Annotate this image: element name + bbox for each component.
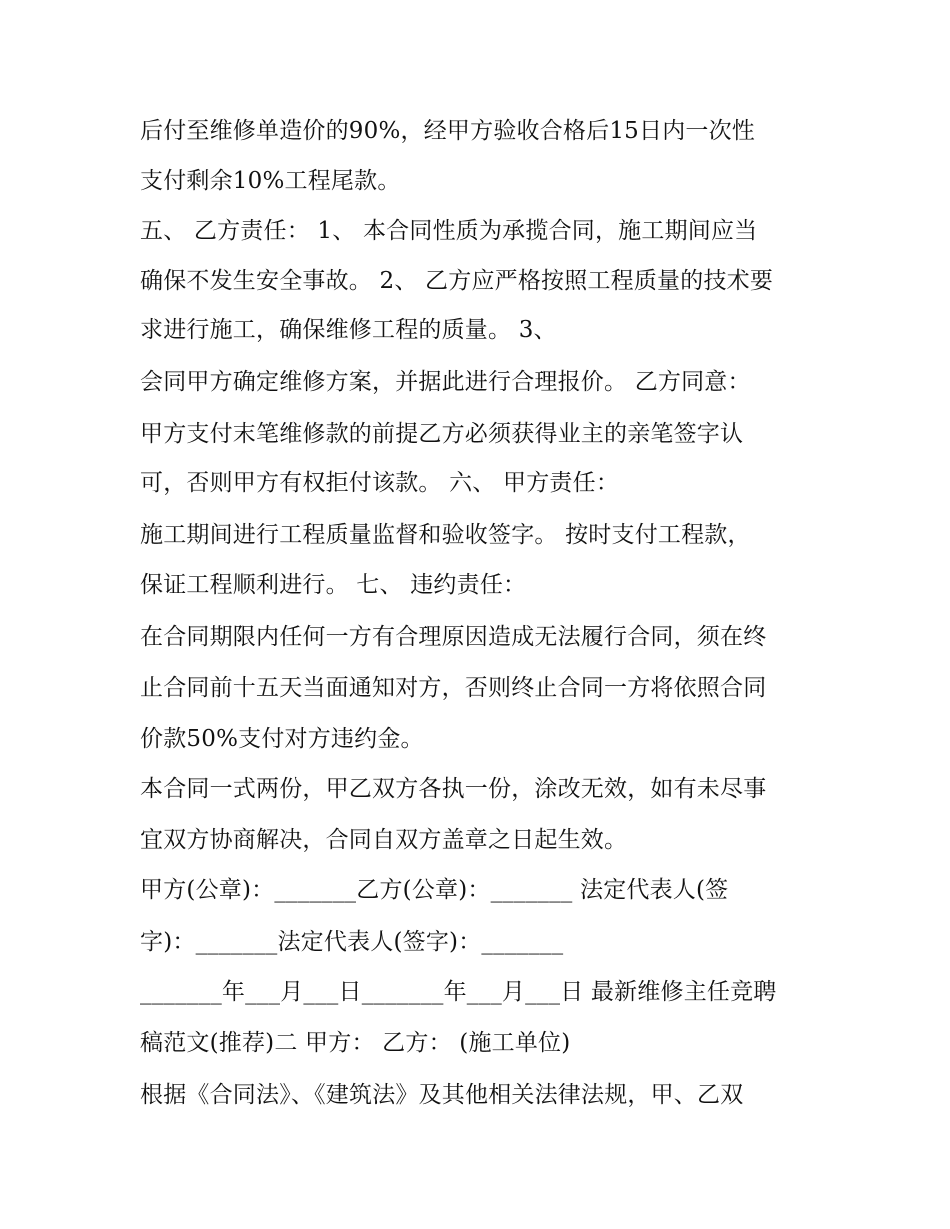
signature-line: 字)：_______法定代表人(签字)：_______ (140, 929, 564, 955)
text-line: 稿范文(推荐)二 甲方： 乙方： (施工单位) (140, 1030, 571, 1056)
text-line: 施工期间进行工程质量监督和验收签字。 按时支付工程款， (140, 522, 751, 548)
text-line: 本合同一式两份，甲乙双方各执一份，涂改无效，如有未尽事 (140, 776, 767, 802)
signature-line: 甲方(公章)：_______乙方(公章)：_______ 法定代表人(签 (140, 877, 729, 903)
text-line: 确保不发生安全事故。 2、 乙方应严格按照工程质量的技术要 (140, 268, 774, 294)
text-line: 会同甲方确定维修方案，并据此进行合理报价。 乙方同意： (140, 369, 751, 395)
text-line: 后付至维修单造价的90%，经甲方验收合格后15日内一次性 (140, 118, 755, 144)
text-line: 甲方支付末笔维修款的前提乙方必须获得业主的亲笔签字认 (140, 421, 744, 447)
text-line: 保证工程顺利进行。 七、 违约责任： (140, 572, 527, 598)
text-line: 价款50%支付对方违约金。 (140, 726, 424, 752)
text-line: 根据《合同法》、《建筑法》及其他相关法律法规，甲、乙双 (140, 1082, 744, 1108)
text-line: 宜双方协商解决，合同自双方盖章之日起生效。 (140, 827, 628, 853)
text-line: 可，否则甲方有权拒付该款。 六、 甲方责任： (140, 470, 620, 496)
text-line: 五、 乙方责任： 1、 本合同性质为承揽合同，施工期间应当 (140, 218, 758, 244)
text-line: 在合同期限内任何一方有合理原因造成无法履行合同，须在终 (140, 624, 767, 650)
text-line: 支付剩余10%工程尾款。 (140, 168, 401, 194)
text-line: 求进行施工，确保维修工程的质量。 3、 (140, 317, 557, 343)
date-line: _______年___月___日_______年___月___日 最新维修主任竞聘 (140, 979, 777, 1005)
text-line: 止合同前十五天当面通知对方，否则终止合同一方将依照合同 (140, 675, 767, 701)
